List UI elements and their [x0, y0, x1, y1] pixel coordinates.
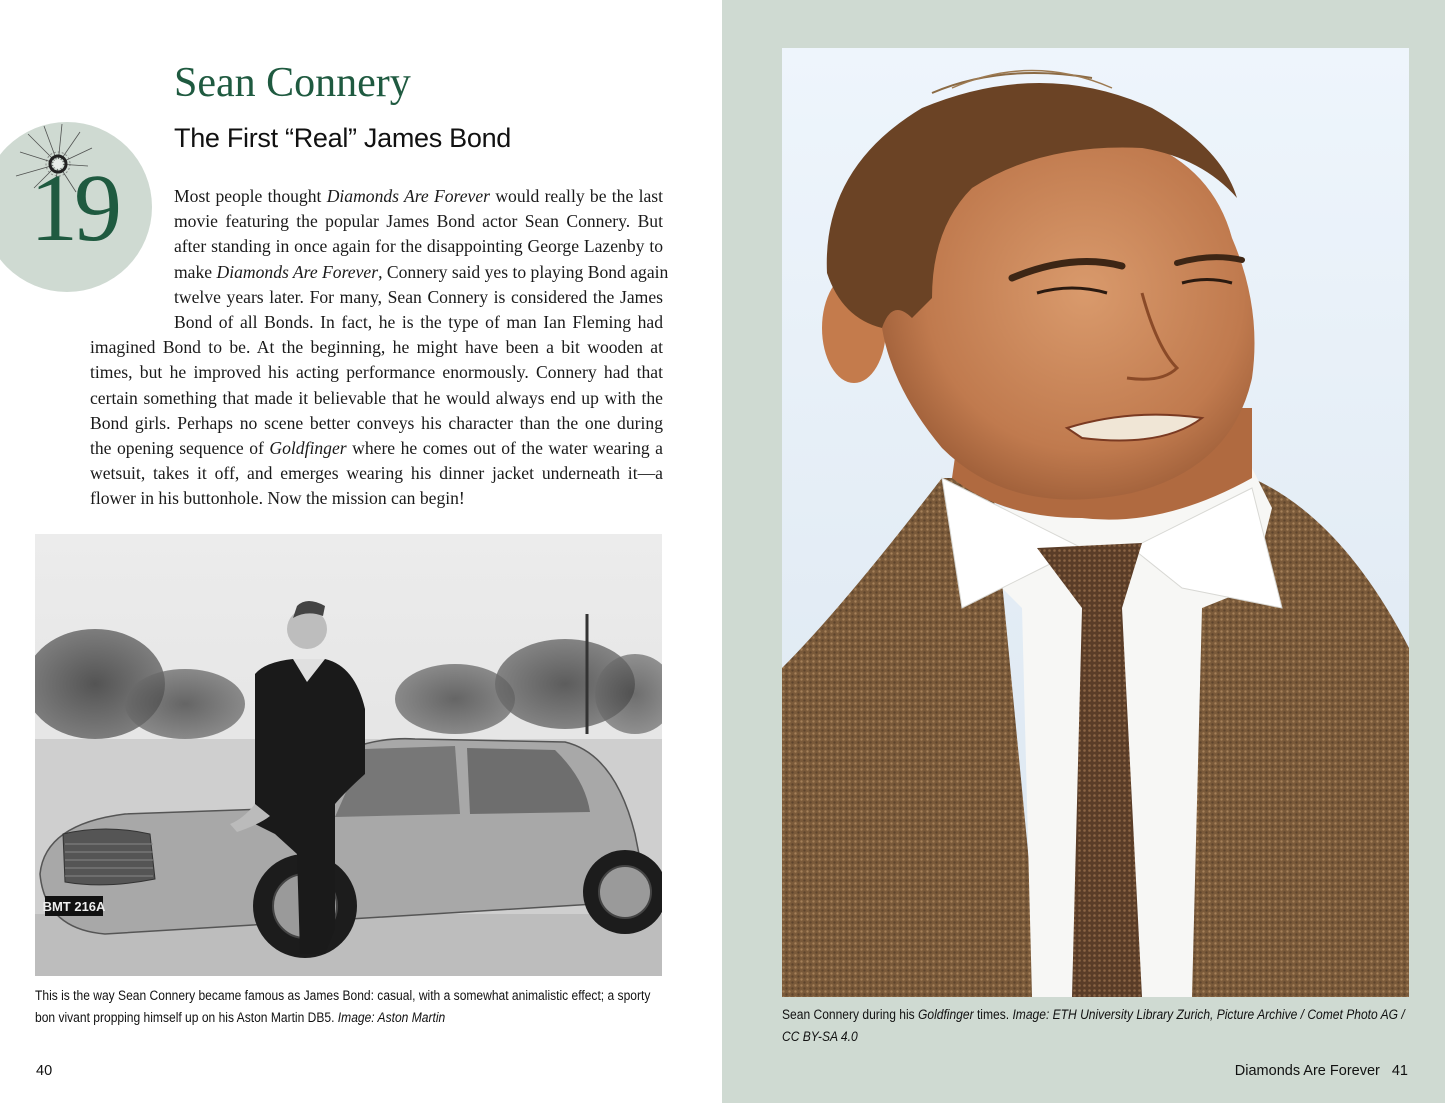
photo-illustration [782, 48, 1409, 997]
body-line: times, but he improved his acting performance enormously. Connery had that [90, 362, 663, 383]
running-title: Diamonds Are Forever [1234, 1063, 1380, 1079]
page-subtitle: The First “Real” James Bond [174, 123, 512, 153]
right-page [722, 0, 1445, 1103]
body-line: movie featuring the popular James Bond actor Sean Connery. But [174, 211, 663, 232]
body-line: Bond of all Bonds. In fact, he is the type of man Ian Fleming had [174, 312, 663, 332]
body-line: twelve years later. For many, Sean Connery is considered the James [174, 286, 663, 307]
caption-text: Sean Connery during his [782, 1007, 918, 1022]
chapter-number: 19 [30, 154, 118, 261]
caption-credit: Image: Aston Martin [337, 1010, 446, 1025]
page-footer-right [1235, 1064, 1408, 1079]
body-line: certain something that made it believable that he would always end up with the [90, 387, 663, 408]
caption-film-title: Goldfinger [917, 1007, 974, 1022]
photo-connery-portrait [782, 48, 1409, 997]
body-line: imagined Bond to be. At the beginning, he might have been a bit wooden at [90, 337, 663, 358]
body-line: flower in his buttonhole. Now the mission can begin! [90, 488, 465, 509]
photo-connery-aston-martin [35, 534, 662, 976]
body-line: Bond girls. Perhaps no scene better conveys his character than the one during [90, 412, 663, 433]
caption-text: times. [973, 1007, 1013, 1022]
photo-caption-left [35, 985, 665, 1029]
body-line: wetsuit, takes it off, and emerges wearing his dinner jacket underneath it—a [90, 463, 663, 484]
body-line: after standing in once again for the disappointing George Lazenby to [174, 236, 663, 257]
caption-credit: Image: ETH University Library Zurich, Picture Archive / Comet Photo AG / CC BY-SA 4.0 [782, 1007, 1405, 1044]
caption-text: This is the way Sean Connery became famous as James Bond: casual, with a somewhat animalistic effect; a sporty bon vivant propping himself up on his Aston Martin DB5. [35, 988, 651, 1025]
body-line: the opening sequence of Goldfinger where he comes out of the water wearing a [90, 438, 663, 458]
photo-illustration [35, 534, 662, 976]
page-number-right: 41 [1391, 1063, 1408, 1079]
license-plate: BMT 216A [42, 899, 106, 914]
photo-caption-right [782, 1004, 1412, 1048]
body-line: Most people thought Diamonds Are Forever would really be the last [174, 186, 664, 206]
page-number-left: 40 [36, 1063, 53, 1079]
body-line: make Diamonds Are Forever, Connery said yes to playing Bond again [174, 261, 669, 282]
page-title: Sean Connery [174, 60, 411, 106]
left-page [0, 0, 722, 1103]
